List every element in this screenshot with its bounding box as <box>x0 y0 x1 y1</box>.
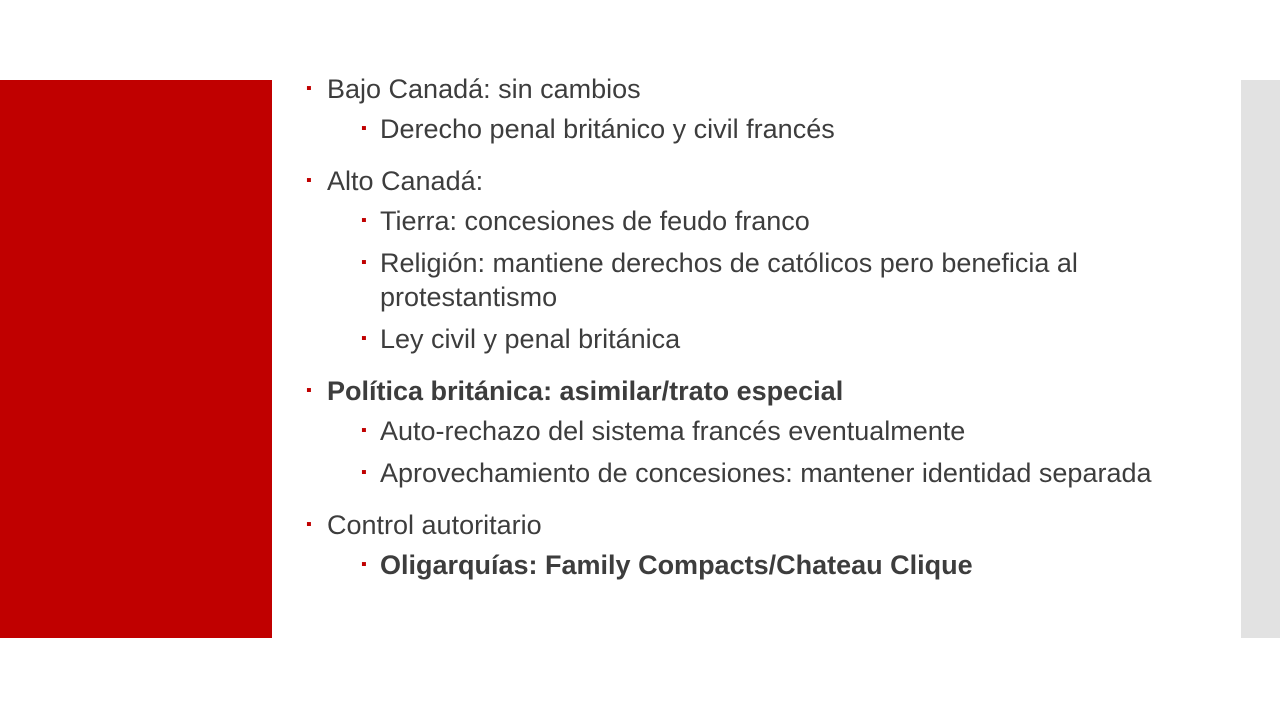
bullet-icon: ▪ <box>306 382 312 399</box>
list-item <box>306 204 1206 238</box>
list-item <box>306 112 1206 146</box>
list-item <box>306 246 1206 314</box>
list-item-text: Política británica: asimilar/trato especial <box>327 376 844 406</box>
list-item <box>306 322 1206 356</box>
bullet-icon: ▪ <box>361 330 367 347</box>
list-item-text: Tierra: concesiones de feudo franco <box>380 206 810 236</box>
bullet-icon: ▪ <box>306 80 312 97</box>
list-item-text: Derecho penal británico y civil francés <box>380 114 835 144</box>
list-item <box>306 508 1206 542</box>
list-item <box>306 72 1206 106</box>
list-item-text: Aprovechamiento de concesiones: mantener identidad separada <box>380 458 1152 488</box>
list-item-text: Oligarquías: Family Compacts/Chateau Clique <box>380 550 973 580</box>
bullet-icon: ▪ <box>361 464 367 481</box>
list-item <box>306 414 1206 448</box>
accent-band <box>0 80 272 638</box>
list-item-text: Control autoritario <box>327 510 542 540</box>
bullet-list <box>306 72 1206 582</box>
list-item-text: Religión: mantiene derechos de católicos pero beneficia al protestantismo <box>380 248 1078 312</box>
list-item <box>306 548 1206 582</box>
list-item <box>306 374 1206 408</box>
bullet-icon: ▪ <box>306 172 312 189</box>
bullet-icon: ▪ <box>361 556 367 573</box>
list-item-text: Ley civil y penal británica <box>380 324 681 354</box>
bullet-icon: ▪ <box>306 516 312 533</box>
bullet-icon: ▪ <box>361 120 367 137</box>
list-item <box>306 456 1206 490</box>
side-panel <box>1241 80 1280 638</box>
bullet-icon: ▪ <box>361 212 367 229</box>
bullet-icon: ▪ <box>361 254 367 271</box>
list-item-text: Bajo Canadá: sin cambios <box>327 74 641 104</box>
list-item-text: Alto Canadá: <box>327 166 484 196</box>
list-item-text: Auto-rechazo del sistema francés eventualmente <box>380 416 966 446</box>
list-item <box>306 164 1206 198</box>
bullet-icon: ▪ <box>361 422 367 439</box>
